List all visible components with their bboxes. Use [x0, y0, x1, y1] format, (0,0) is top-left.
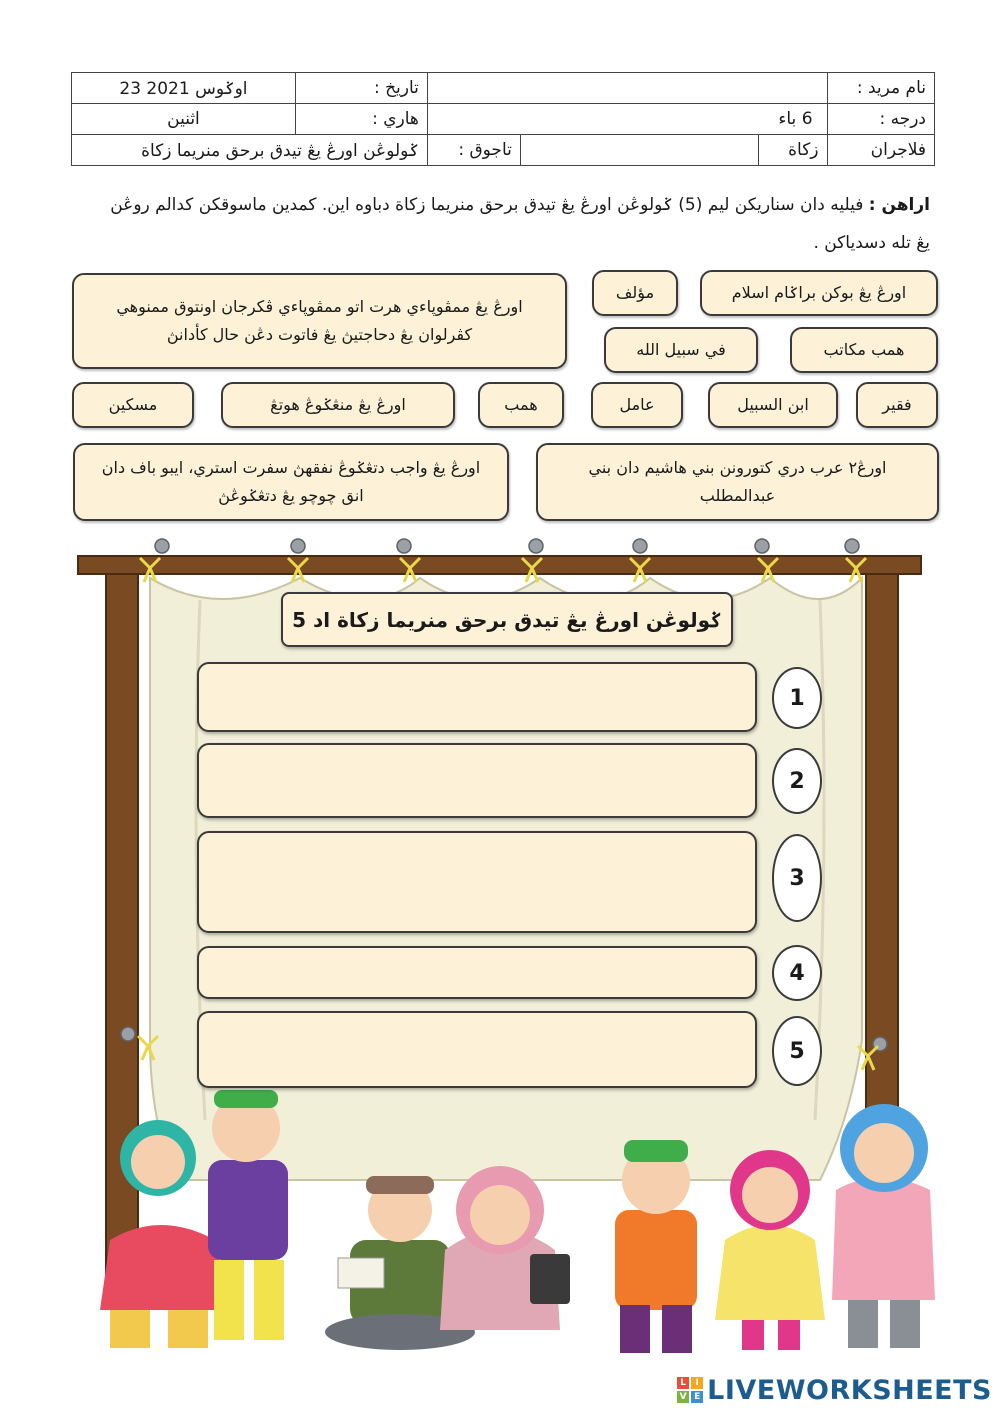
- option-card[interactable]: همب مكاتب: [790, 327, 938, 373]
- class-value: 6 باء: [427, 104, 827, 135]
- option-card[interactable]: مسكين: [72, 382, 194, 428]
- option-card[interactable]: اورڠ يڠ بوكن براݢام اسلام: [700, 270, 938, 316]
- option-card[interactable]: مؤلف: [592, 270, 678, 316]
- option-card[interactable]: عامل: [591, 382, 683, 428]
- option-card[interactable]: اورڠ يڠ ممڤوڽاءي هرت اتو ممڤوڽاءي ڤكرجان اونتوق ممنوهي كڤرلوان يڠ دحاجتيڽ يڠ فاتوت دڠن حال كأدانڽ: [72, 273, 567, 369]
- topic-label: تاجوق :: [427, 135, 520, 166]
- boy-orange-shirt: [615, 1140, 697, 1353]
- answer-box-3[interactable]: [197, 831, 757, 933]
- answer-box-2[interactable]: [197, 743, 757, 818]
- logo-text: LIVEWORKSHEETS: [707, 1374, 992, 1406]
- instructions-label: اراهن :: [868, 195, 930, 215]
- answer-box-4[interactable]: [197, 946, 757, 999]
- day-label: هاري :: [295, 104, 427, 135]
- answer-number-4: 4: [772, 945, 822, 1001]
- option-card[interactable]: في سبيل الله: [604, 327, 758, 373]
- subject-value: زكاة: [758, 135, 827, 166]
- class-label: درجه :: [827, 104, 934, 135]
- answer-number-1: 1: [772, 667, 822, 729]
- girl-blue-hijab: [832, 1104, 935, 1348]
- topic-value: ݢولوڠن اورڠ يڠ تيدق برحق منريما زكاة: [72, 135, 428, 166]
- option-card[interactable]: ابن السبيل: [708, 382, 838, 428]
- answer-number-5: 5: [772, 1016, 822, 1086]
- board-title: ݢولوڠن اورڠ يڠ تيدق برحق منريما زكاة اد 5: [281, 592, 733, 647]
- answer-box-1[interactable]: [197, 662, 757, 732]
- option-card[interactable]: فقير: [856, 382, 938, 428]
- name-label: نام مريد :: [827, 73, 934, 104]
- option-card[interactable]: اورڠ٢ عرب دري كتورونن بني هاشيم دان بني عبدالمطلب: [536, 443, 939, 521]
- subject-label: فلاجران: [827, 135, 934, 166]
- date-label: تاريخ :: [295, 73, 427, 104]
- answer-box-5[interactable]: [197, 1011, 757, 1088]
- option-card[interactable]: اورڠ يڠ منڠݢوڠ هوتڠ: [221, 382, 455, 428]
- instructions-text: فيليه دان سناريكن ليم (5) ݢولوڠن اورڠ يڠ تيدق برحق منريما زكاة دباوه اين. كمدين ماسوقكن كدالم روڠن يڠ تله دسدياكن .: [110, 195, 930, 253]
- option-card[interactable]: اورڠ يڠ واجب دتڠݢوڠ نفقهڽ سفرت استري، ايبو باف دان انق چوچو يڠ دتڠݢوڠڽ: [73, 443, 509, 521]
- option-card[interactable]: همب: [478, 382, 564, 428]
- board-top-beam: [78, 556, 921, 574]
- logo-mark: L I V E: [677, 1377, 703, 1403]
- date-value: 23 اوݢوس 2021: [72, 73, 296, 104]
- girl-pink-hijab: [440, 1166, 570, 1330]
- boy-purple-shirt: [208, 1090, 288, 1340]
- answer-number-3: 3: [772, 834, 822, 922]
- day-value: اثنين: [72, 104, 296, 135]
- girl-magenta-hijab: [715, 1150, 825, 1350]
- liveworksheets-logo: [677, 1373, 992, 1407]
- answer-number-2: 2: [772, 748, 822, 814]
